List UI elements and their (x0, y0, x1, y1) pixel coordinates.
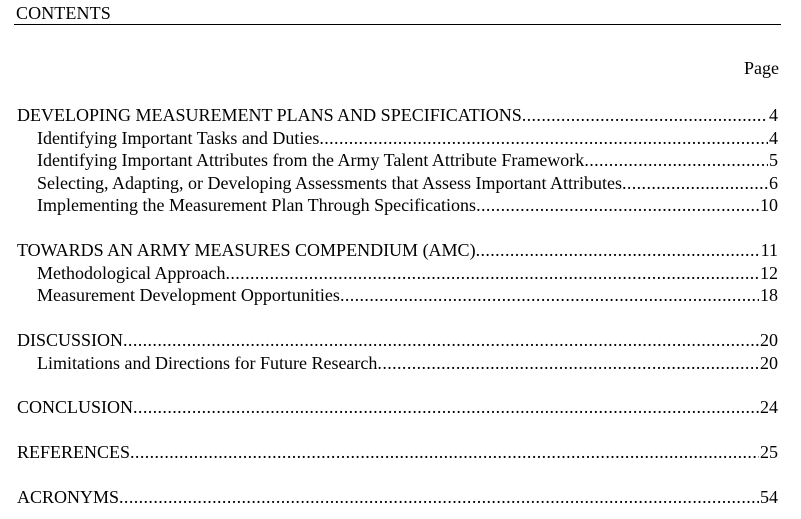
toc-entry-conclusion[interactable] (0, 396, 778, 418)
toc-entry-identifying-tasks[interactable] (0, 127, 778, 149)
toc-entry-page: 11 (760, 240, 778, 260)
toc-entry-title: DEVELOPING MEASUREMENT PLANS AND SPECIFICATIONS (17, 105, 522, 125)
dot-leader (133, 396, 759, 418)
toc-entry-identifying-attributes[interactable] (0, 149, 778, 171)
toc-entry-page: 6 (769, 173, 778, 193)
toc-entry-page: 10 (760, 195, 778, 215)
toc-entry-page: 5 (769, 150, 778, 170)
toc-entry-developing-measurement-plans[interactable] (0, 104, 778, 126)
toc-entry-title: Limitations and Directions for Future Research (37, 353, 378, 373)
dot-leader (340, 284, 759, 306)
toc-entry-title: Identifying Important Attributes from the Army Talent Attribute Framework (37, 150, 585, 170)
toc-entry-title: Methodological Approach (37, 263, 226, 283)
toc-entry-page: 12 (760, 263, 778, 283)
dot-leader (225, 262, 759, 284)
dot-leader (522, 104, 768, 126)
contents-heading: CONTENTS (16, 3, 111, 23)
toc-entry-implementing-plan[interactable] (0, 194, 778, 216)
toc-entry-references[interactable] (0, 441, 778, 463)
toc-entry-title: CONCLUSION (17, 397, 134, 417)
toc-entry-title: Selecting, Adapting, or Developing Assessments that Assess Important Attributes (37, 173, 622, 193)
toc-entry-title: DISCUSSION (17, 330, 124, 350)
toc-entry-title: ACRONYMS (17, 487, 120, 507)
dot-leader (123, 329, 759, 351)
toc-entry-limitations[interactable] (0, 352, 778, 374)
toc-entry-title: Measurement Development Opportunities (37, 285, 340, 305)
dot-leader (622, 172, 768, 194)
toc-entry-title: TOWARDS AN ARMY MEASURES COMPENDIUM (AMC) (17, 240, 476, 260)
dot-leader (476, 194, 759, 216)
dot-leader (319, 127, 768, 149)
toc-entry-page: 18 (760, 285, 778, 305)
toc-entry-page: 20 (760, 353, 778, 373)
toc-entry-selecting-assessments[interactable] (0, 172, 778, 194)
toc-entry-measurement-development[interactable] (0, 284, 778, 306)
toc-entry-title: Implementing the Measurement Plan Through Specifications (37, 195, 477, 215)
page-column-label: Page (744, 58, 779, 78)
toc-entry-discussion[interactable] (0, 329, 778, 351)
toc-entry-acronyms[interactable] (0, 486, 778, 508)
toc-entry-army-measures-compendium[interactable] (0, 239, 778, 261)
toc-entry-page: 25 (760, 442, 778, 462)
dot-leader (377, 352, 759, 374)
dot-leader (130, 441, 759, 463)
toc-entry-page: 4 (769, 105, 778, 125)
toc-entry-title: REFERENCES (17, 442, 131, 462)
toc-entry-page: 24 (760, 397, 778, 417)
dot-leader (119, 486, 759, 508)
toc-entry-title: Identifying Important Tasks and Duties (37, 128, 320, 148)
heading-rule (14, 24, 781, 25)
toc-entry-page: 54 (760, 487, 778, 507)
toc-entry-methodological-approach[interactable] (0, 262, 778, 284)
toc-entry-page: 20 (760, 330, 778, 350)
dot-leader (584, 149, 768, 171)
dot-leader (476, 239, 760, 261)
toc-entry-page: 4 (769, 128, 778, 148)
